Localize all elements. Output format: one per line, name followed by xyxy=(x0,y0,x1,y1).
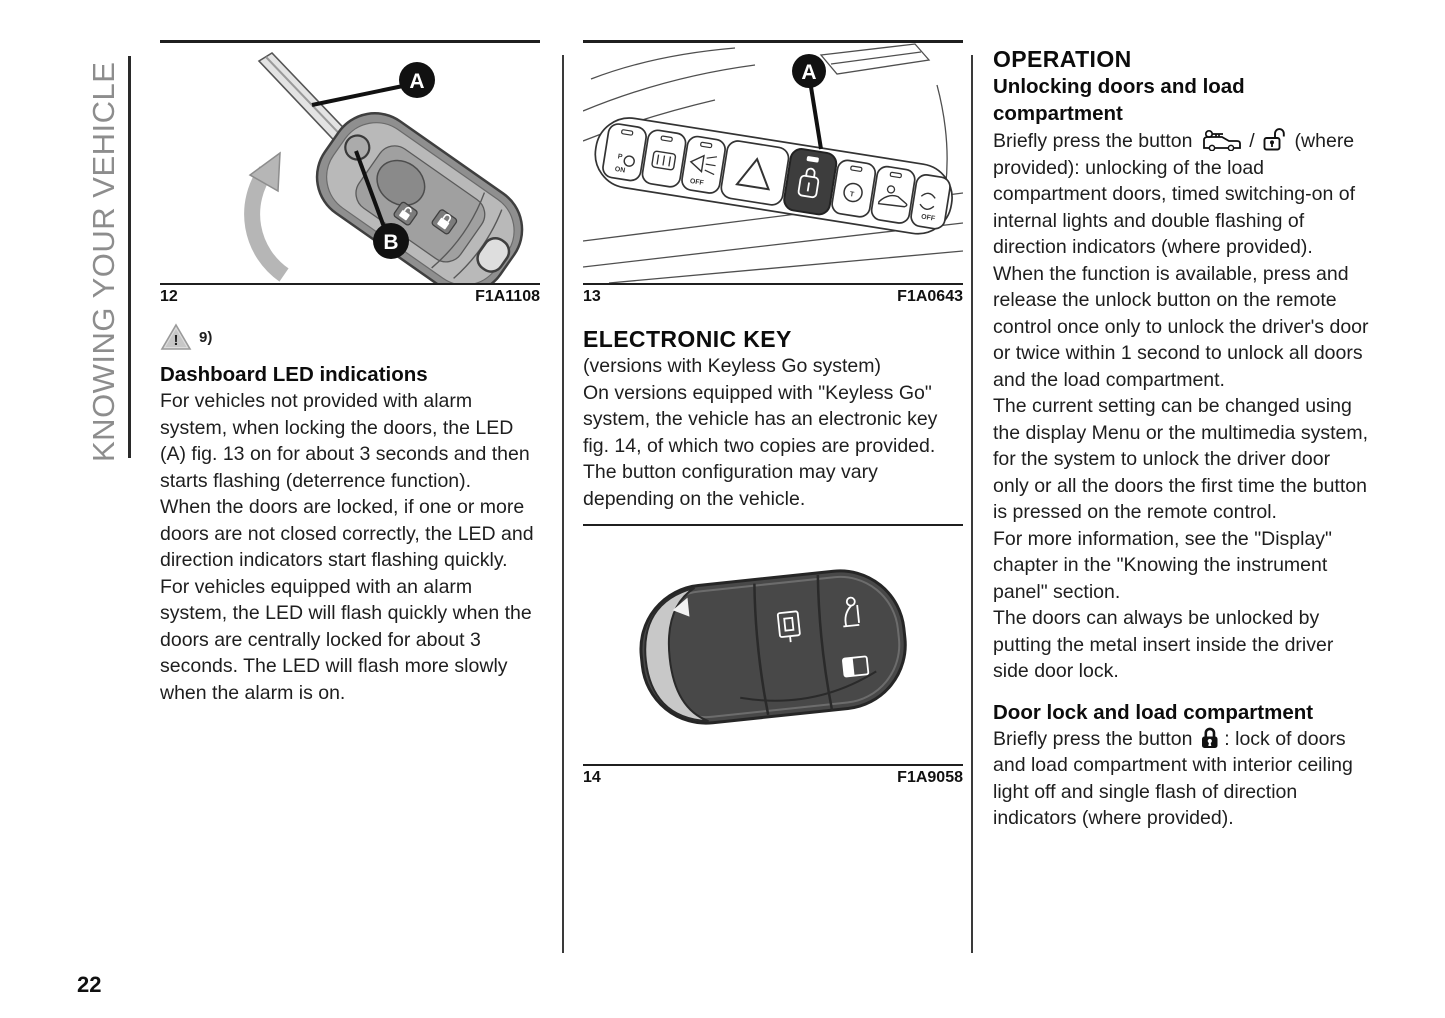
figure-number: 14 xyxy=(583,769,601,786)
paragraph: On versions equipped with "Keyless Go" system, the vehicle has an electronic key fig. 14, of which two copies are provided. xyxy=(583,381,938,457)
text-segment: Briefly press the button xyxy=(993,727,1193,750)
section-heading-electronic-key: ELECTRONIC KEY xyxy=(583,326,792,352)
callout-a-label: A xyxy=(409,70,425,93)
column-middle xyxy=(583,40,963,787)
flip-key-illustration xyxy=(160,43,540,283)
column-divider xyxy=(562,55,564,953)
t-function-button xyxy=(831,159,877,218)
callout-b-label: B xyxy=(383,231,399,254)
headlamp-leveling-button xyxy=(681,135,727,194)
hazard-lights-button xyxy=(720,139,790,206)
chapter-sidebar-label: KNOWING YOUR VEHICLE xyxy=(86,61,121,462)
subheading: (versions with Keyless Go system) xyxy=(583,355,881,377)
column-left xyxy=(160,40,540,706)
figure-number: 12 xyxy=(160,288,178,305)
switch-panel xyxy=(590,113,957,238)
paragraph-with-icons xyxy=(993,726,1371,832)
section-heading-operation: OPERATION xyxy=(993,46,1132,72)
svg-text:OFF: OFF xyxy=(920,213,936,223)
figure-13-caption xyxy=(583,283,963,306)
subheading-unlocking: Unlocking doors and load compartment xyxy=(993,75,1245,125)
warning-number: 9) xyxy=(199,328,213,346)
paragraph: For vehicles not provided with alarm system, when locking the doors, the LED (A) fig. 13 on for about 3 seconds and then starts flashing (deterrence function). xyxy=(160,390,530,492)
vehicle-function-button xyxy=(870,165,916,224)
paragraph: The button configuration may vary depending on the vehicle. xyxy=(583,461,878,510)
subheading-door-lock: Door lock and load compartment xyxy=(993,700,1314,724)
figure-code: F1A0643 xyxy=(897,288,963,305)
section-heading-dashboard-led: Dashboard LED indications xyxy=(160,363,428,386)
figure-code: F1A1108 xyxy=(475,288,540,305)
svg-text:OFF: OFF xyxy=(689,177,705,187)
callout-a-label: A xyxy=(801,61,817,84)
sidebar-rule xyxy=(128,56,131,458)
figure-12-caption xyxy=(160,283,540,306)
flip-arrow-icon xyxy=(250,153,284,275)
column-divider xyxy=(971,55,973,953)
text-segment: (where provided): unlocking of the load compartment doors, timed switching-on of internal lights and double flashing of direction indicators (where provided). xyxy=(993,130,1355,258)
door-lock-button xyxy=(783,147,838,215)
warning-triangle-icon xyxy=(160,323,192,351)
column-right xyxy=(993,40,1371,832)
text-segment: / xyxy=(1249,130,1255,152)
svg-text:ON: ON xyxy=(614,165,626,175)
text-segment: Briefly press the button xyxy=(993,130,1193,152)
paragraph: For more information, see the "Display" chapter in the "Knowing the instrument panel" section. xyxy=(993,527,1332,603)
electronic-key-illustration xyxy=(583,526,963,764)
figure-13 xyxy=(583,40,963,306)
paragraph: The current setting can be changed using the display Menu or the multimedia system, for the system to unlock the driver door only or all the doors the first time the button is pressed on the remote control. xyxy=(993,395,1368,523)
svg-text:P: P xyxy=(617,153,623,161)
text-segment: : lock of doors and load compartment with interior ceiling light off and single flash of direction indicators (where provided). xyxy=(993,727,1353,829)
asr-off-button xyxy=(910,173,952,230)
van-unlock-icon xyxy=(1201,129,1241,151)
svg-text:!: ! xyxy=(173,332,179,349)
dashboard-panel-illustration xyxy=(583,43,963,283)
lock-padlock-icon xyxy=(1201,727,1219,749)
figure-number: 13 xyxy=(583,288,601,305)
page-number: 22 xyxy=(77,972,102,997)
paragraph: The doors can always be unlocked by putting the metal insert inside the driver side door lock. xyxy=(993,607,1334,682)
paragraph: For vehicles equipped with an alarm system, the LED will flash quickly when the doors are centrally locked for about 3 seconds. The LED will flash more slowly when the alarm is on. xyxy=(160,575,532,704)
paragraph: When the function is available, press and release the unlock button on the remote control once only to unlock the driver's door or twice within 1 second to unlock all doors and the load compartment. xyxy=(993,262,1369,391)
figure-14 xyxy=(583,524,963,787)
rear-defrost-button xyxy=(641,129,687,188)
key-fob-body xyxy=(635,565,912,730)
figure-code: F1A9058 xyxy=(897,769,963,786)
callout-line-a xyxy=(312,86,403,105)
figure-12 xyxy=(160,40,540,306)
svg-text:T: T xyxy=(849,191,855,199)
warning-note-ref xyxy=(160,323,540,351)
paragraph-with-icons xyxy=(993,127,1371,261)
parking-sensor-button xyxy=(602,123,648,182)
paragraph: When the doors are locked, if one or more doors are not closed correctly, the LED and direction indicators start flashing quickly. xyxy=(160,496,534,571)
unlock-padlock-icon xyxy=(1263,127,1286,151)
figure-14-caption xyxy=(583,764,963,787)
callout-line-a xyxy=(811,87,821,149)
